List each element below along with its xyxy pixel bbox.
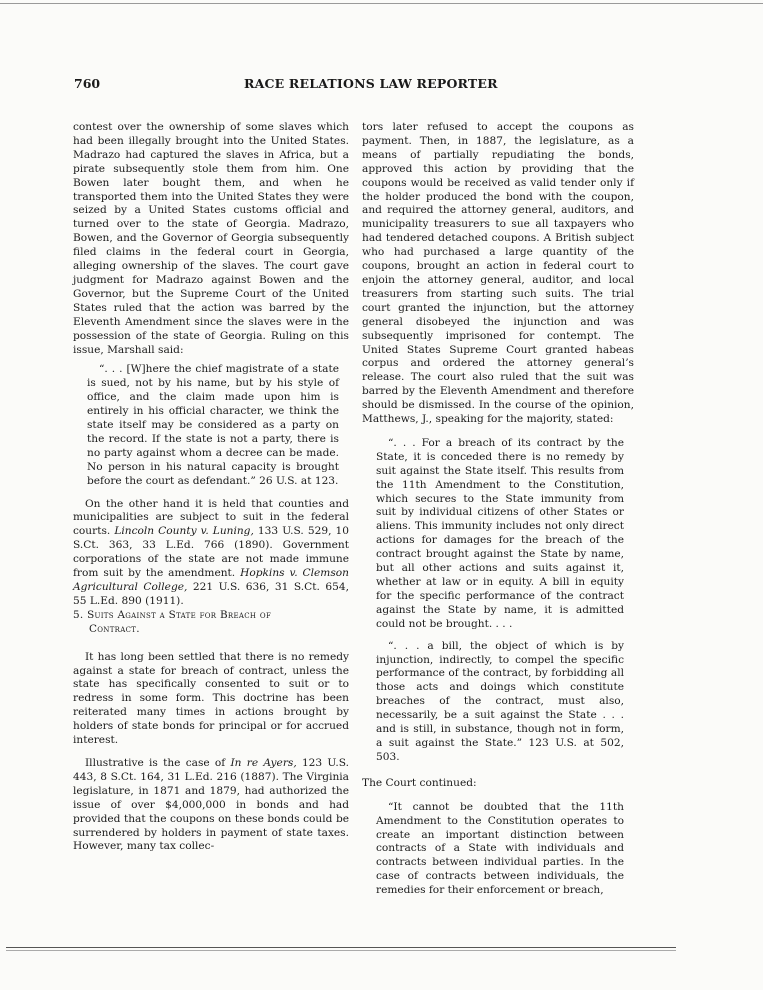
section-title-cont: Contract. bbox=[89, 622, 140, 635]
text-run: 133 U.S. 529, 10 S.Ct. 363, 33 L.Ed. 766 (1890). Government corporations of the state are not made immune from suit by the amendment. bbox=[73, 525, 349, 580]
block-quote bbox=[376, 437, 624, 765]
text-run: 221 U.S. 636, 31 S.Ct. 654, 55 L.Ed. 890 (1911). bbox=[73, 581, 349, 607]
text-run: Illustrative is the case of bbox=[85, 756, 231, 769]
case-citation: Hopkins v. Clemson Agricultural College, bbox=[73, 567, 349, 593]
block-quote bbox=[87, 363, 339, 488]
block-quote bbox=[376, 801, 624, 898]
paragraph bbox=[73, 757, 349, 854]
paragraph: contest over the ownership of some slaves which had been illegally brought into the United States. Madrazo had captured the slaves in Africa, but a pirate subsequently stole them from him. One Bowen later bought them, and when he transported them into the United States they were seized by a United States customs official and turned over to the state of Georgia. Madrazo, Bowen, and the Governor of Georgia subsequently filed claims in the federal court in Georgia, alleging ownership of the slaves. The court gave judgment for Madrazo against Bowen and the Governor, but the Supreme Court of the United States ruled that the action was barred by the Eleventh Amendment since the slaves were in the possession of the state of Georgia. Ruling on this issue, Marshall said: bbox=[73, 121, 349, 356]
bottom-edge-line bbox=[6, 947, 676, 948]
section-heading bbox=[73, 609, 349, 637]
right-column bbox=[362, 121, 634, 898]
paragraph: tors later refused to accept the coupons as payment. Then, in 1887, the legislature, as a means of partially repudiating the bonds, approved this action by providing that the coupons would be received as valid tender only if the holder produced the bond with the coupon, and required the attorney general, auditors, and municipality treasurers to sue all taxpayers who had tendered detached coupons. A British subject who had purchased a large quantity of the coupons, brought an action in federal court to enjoin the attorney general, auditor, and local treasurers from starting such suits. The trial court granted the injunction, but the attorney general disobeyed the injunction and was subsequently imprisoned for contempt. The United States Supreme Court granted habeas corpus and ordered the attorney general’s release. The court also ruled that the suit was barred by the Eleventh Amendment and therefore should be dismissed. In the course of the opinion, Matthews, J., speaking for the majority, stated: bbox=[362, 121, 634, 426]
paragraph bbox=[73, 498, 349, 609]
running-title: RACE RELATIONS LAW REPORTER bbox=[244, 76, 498, 91]
quote-text: “. . . For a breach of its contract by the State, it is conceded there is no remedy by suit against the State itself. This results from the 11th Amendment to the Constitution, which secures to the State immunity from suit by individual citizens of other States or aliens. This immunity includes not only direct actions for damages for the breach of the contract brought against the State by name, but all other actions and suits against it, whether at law or in equity. A bill in equity for the specific performance of the contract against the State by name, it is admitted could not be brought. . . . bbox=[376, 436, 624, 630]
case-citation: Lincoln County v. Luning, bbox=[114, 525, 254, 538]
left-column bbox=[73, 121, 349, 854]
case-citation: In re Ayers, bbox=[230, 756, 297, 769]
section-title: Suits Against a State for Breach of bbox=[87, 608, 272, 621]
section-number: 5. bbox=[73, 608, 88, 621]
quote-text: “. . . [W]here the chief magistrate of a state is sued, not by his name, but by his style of office, and the claim made upon him is entirely in his official character, we think the state itself may be considered as a party on the record. If the state is not a party, there is no party against whom a decree can be made. No person in his natural capacity is brought before the court as defendant.” 26 U.S. at 123. bbox=[87, 363, 339, 487]
text-run: On the other hand it is held that counties and municipalities are subject to suit in the federal courts. bbox=[73, 497, 349, 538]
paragraph: It has long been settled that there is no remedy against a state for breach of contract, unless the state has specifically consented to suit or to redress in some form. This doctrine has been reiterated many times in actions brought by holders of state bonds for principal or for accrued interest. bbox=[73, 650, 349, 747]
text-run: 123 U.S. 443, 8 S.Ct. 164, 31 L.Ed. 216 (1887). The Virginia legislature, in 1871 and 1879, had authorized the issue of over $4,000,000 in bonds and had provided that the coupons on these bonds could be surrendered by holders in payment of state taxes. However, many tax collec- bbox=[73, 756, 349, 853]
quote-text: “It cannot be doubted that the 11th Amendment to the Constitution operates to create an important distinction between contracts of a State with individuals and contracts between individual parties. In the case of contracts between individuals, the remedies for their enforcement or breach, bbox=[376, 800, 624, 897]
top-edge-line bbox=[0, 3, 763, 4]
page-header bbox=[74, 76, 644, 94]
quote-text: “. . . a bill, the object of which is by injunction, indirectly, to compel the specific performance of the contract, by forbidding all those acts and doings which constitute breaches of the contract, must also, necessarily, be a suit against the State . . . and is still, in substance, though not in form, a suit against the State.” 123 U.S. at 502, 503. bbox=[376, 639, 624, 763]
paragraph: The Court continued: bbox=[362, 776, 477, 789]
page-number: 760 bbox=[74, 76, 101, 91]
bottom-edge-line-secondary bbox=[6, 950, 676, 951]
